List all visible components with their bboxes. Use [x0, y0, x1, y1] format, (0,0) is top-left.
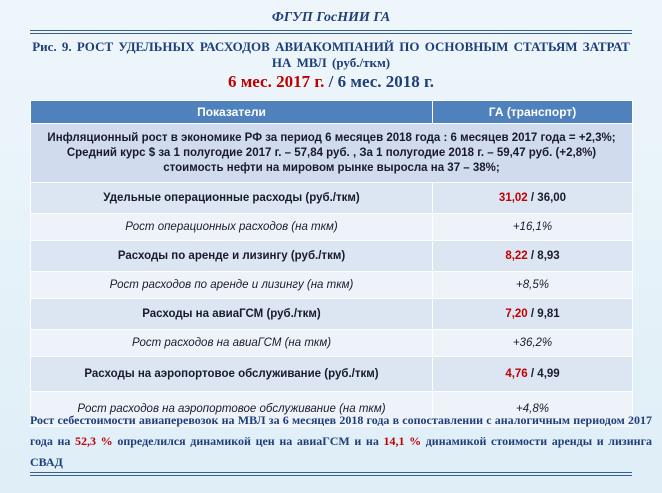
organization-header: ФГУП ГосНИИ ГА: [271, 10, 391, 25]
macro-info-row: [31, 124, 633, 183]
table-row: [31, 299, 633, 330]
summary-text: [30, 410, 652, 473]
figure-title-line2: НА МВЛ (руб./ткм): [271, 55, 391, 70]
exchange-rate-text: Средний курс $ за 1 полугодие 2017 г. – 57,84 руб. , За 1 полугодие 2018 г. – 59,47 руб. (+2,8%): [66, 146, 597, 159]
value-2017: 31,02: [498, 192, 528, 204]
row-label: Расходы на аэропортовое обслуживание (руб./ткм): [31, 357, 433, 392]
table-row: [31, 183, 633, 214]
row-label: Рост операционных расходов (на ткм): [31, 214, 433, 241]
growth-value: +36,2%: [433, 330, 633, 357]
period-2018: 6 мес. 2018 г.: [337, 72, 435, 91]
summary-part1: Рост себестоимости авиаперевозок на МВЛ за 6 месяцев 2018 года в сопоставлении с аналогичным периодом 2017 года на: [30, 413, 652, 448]
row-label: Расходы по аренде и лизингу (руб./ткм): [31, 241, 433, 272]
row-label: Рост расходов по аренде и лизингу (на ткм): [31, 272, 433, 299]
table-row: [31, 272, 633, 299]
period-2017: 6 мес. 2017 г.: [227, 72, 325, 91]
table-header-row: [31, 101, 633, 124]
period-comparison: [0, 72, 662, 92]
summary-lease-growth: 14,1 %: [383, 434, 422, 448]
row-label: Рост расходов на аэропортовое обслуживание (на ткм): [31, 392, 433, 427]
summary-part2: определился динамикой цен на авиаГСМ и на: [112, 434, 384, 448]
table-row: [31, 330, 633, 357]
growth-value: +8,5%: [433, 272, 633, 299]
figure-title: [20, 39, 642, 71]
value-2017: 8,22: [505, 250, 528, 262]
oil-price-text: стоимость нефти на мировом рынке выросла на 37 – 38%;: [163, 161, 500, 174]
figure-title-line1: Рис. 9. РОСТ УДЕЛЬНЫХ РАСХОДОВ АВИАКОМПАНИЙ ПО ОСНОВНЫМ СТАТЬЯМ ЗАТРАТ: [32, 39, 630, 54]
summary-part3: динамикой стоимости аренды и лизинга СВАД: [30, 434, 653, 469]
value-2018: 4,99: [537, 368, 560, 380]
col-header-indicator: Показатели: [31, 101, 433, 124]
row-value: [433, 299, 633, 330]
table-row: [31, 241, 633, 272]
footer-rule: [30, 472, 632, 473]
row-label: Рост расходов на авиаГСМ (на ткм): [31, 330, 433, 357]
row-value: [433, 183, 633, 214]
value-2017: 4,76: [505, 368, 528, 380]
value-2018: 9,81: [537, 308, 560, 320]
row-label: Расходы на авиаГСМ (руб./ткм): [31, 299, 433, 330]
period-separator: /: [324, 72, 338, 91]
value-separator: /: [527, 368, 538, 380]
value-2018: 8,93: [537, 250, 560, 262]
value-separator: /: [527, 308, 538, 320]
footer-rule-second: [30, 475, 632, 476]
value-2017: 7,20: [505, 308, 528, 320]
row-value: [433, 357, 633, 392]
col-header-value: ГА (транспорт): [433, 101, 633, 124]
row-value: [433, 241, 633, 272]
cost-table: [30, 100, 633, 427]
row-label: Удельные операционные расходы (руб./ткм): [31, 183, 433, 214]
growth-value: +16,1%: [433, 214, 633, 241]
value-separator: /: [527, 192, 538, 204]
table-row: [31, 214, 633, 241]
header-rule: [30, 30, 632, 31]
table-row: [31, 357, 633, 392]
value-2018: 36,00: [537, 192, 567, 204]
header-rule-second: [30, 33, 632, 34]
value-separator: /: [527, 250, 538, 262]
macro-info-cell: [31, 124, 633, 183]
summary-total-growth: 52,3 %: [75, 434, 113, 448]
growth-value: +4,8%: [433, 392, 633, 427]
inflation-text: Инфляционный рост в экономике РФ за период 6 месяцев 2018 года : 6 месяцев 2017 года = +2,3%;: [47, 131, 616, 144]
